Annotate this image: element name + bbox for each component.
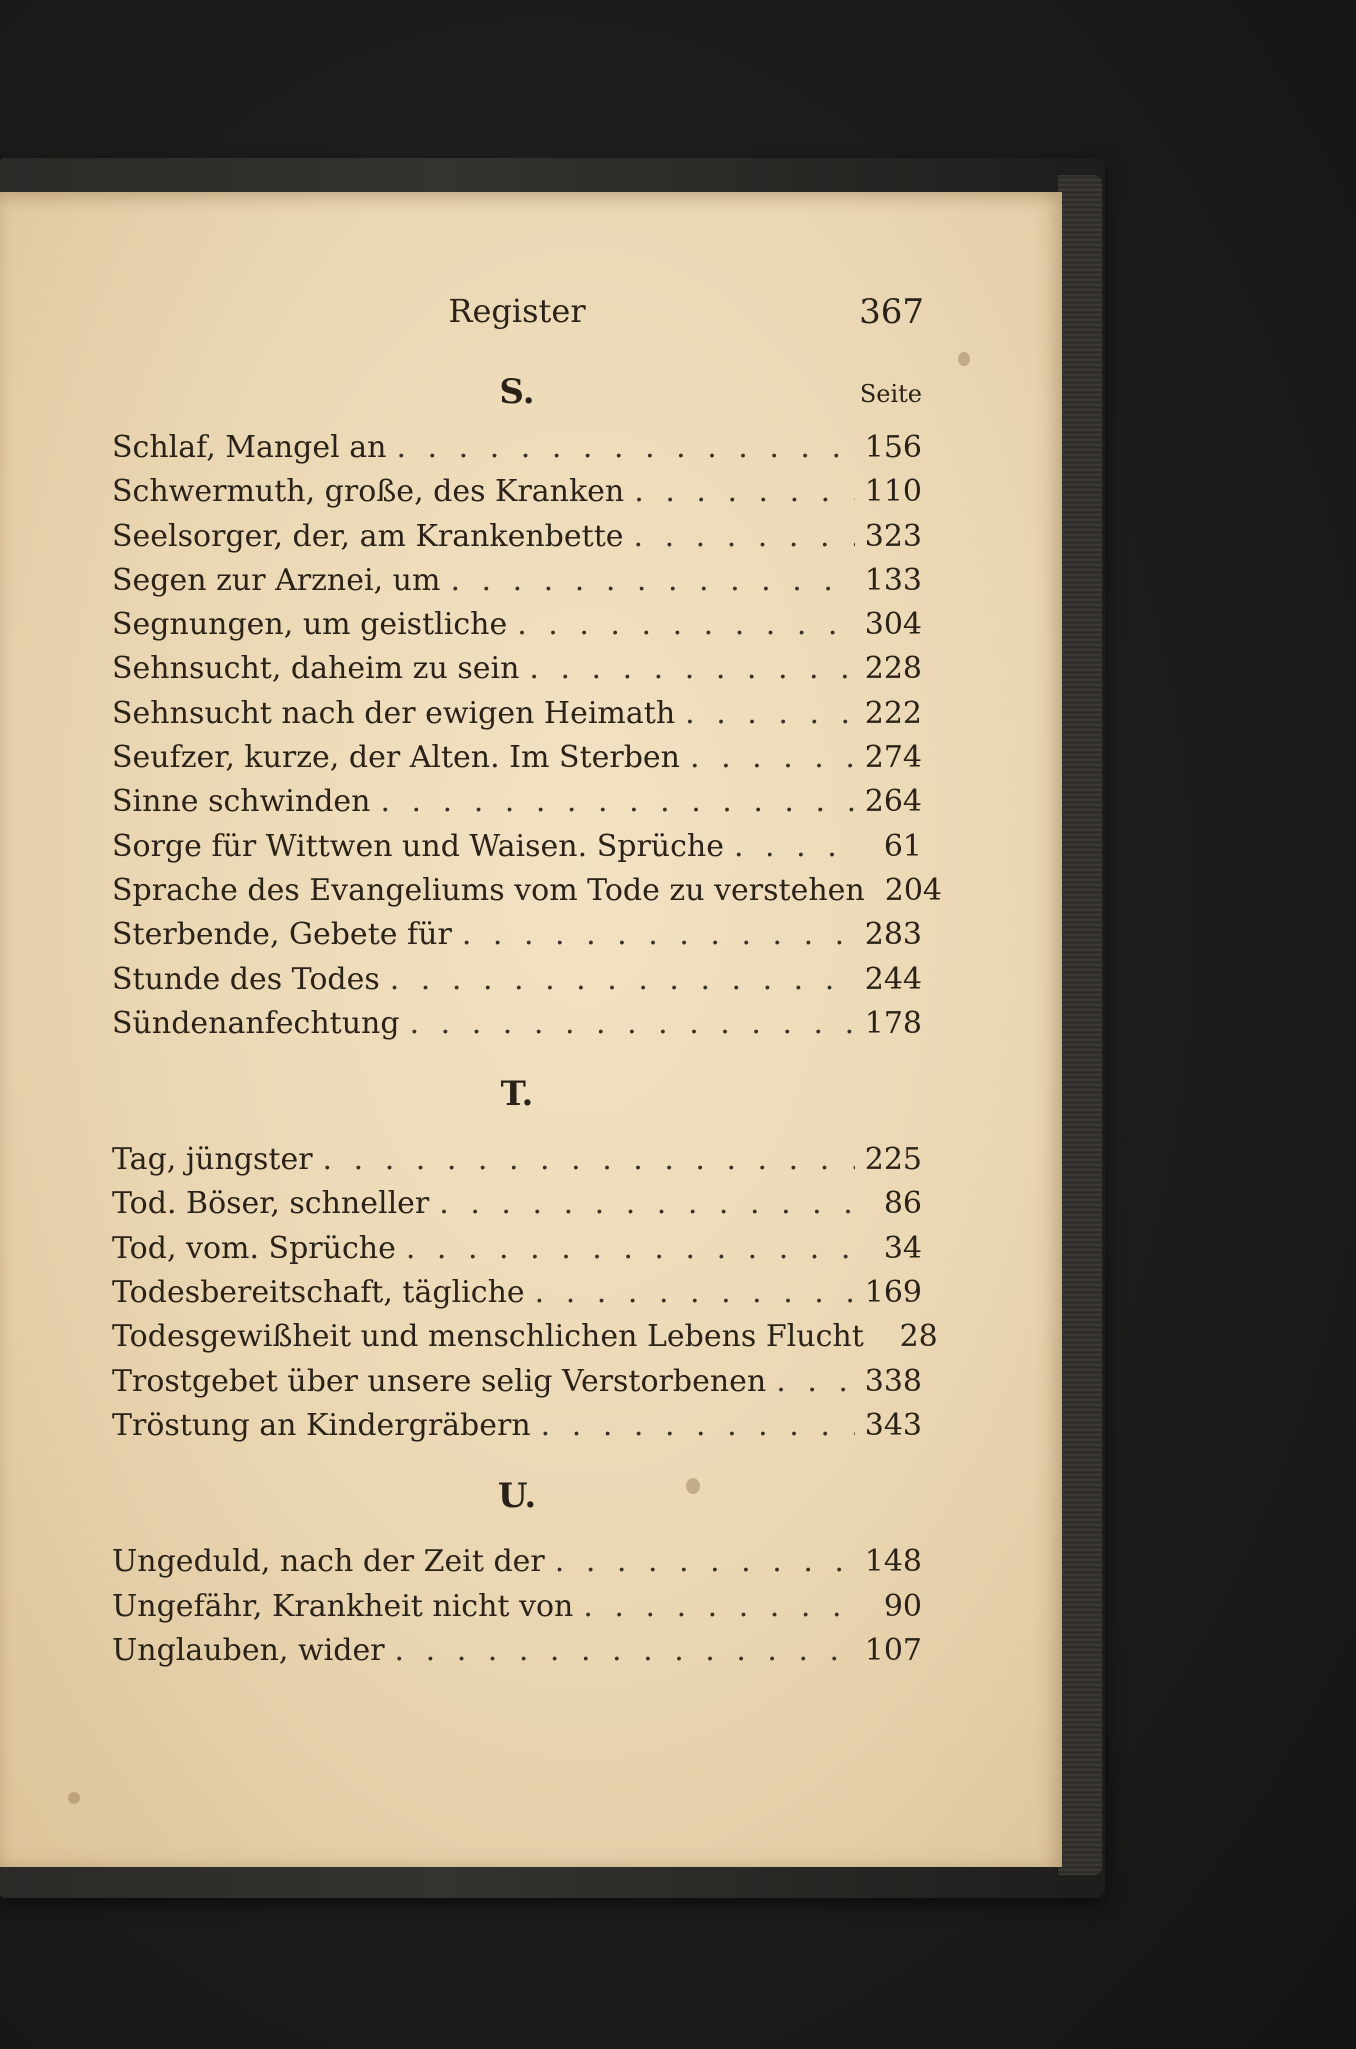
dot-leader (634, 470, 854, 514)
entry-page: 244 (864, 961, 922, 997)
dot-leader (541, 1404, 855, 1448)
dot-leader (583, 1585, 858, 1629)
entry-page: 264 (864, 784, 922, 820)
index-entry (112, 1315, 938, 1359)
dot-leader (529, 647, 854, 691)
entry-page: 225 (864, 1142, 922, 1178)
entry-text: Sehnsucht nach der ewigen Heimath (112, 695, 676, 731)
entry-page: 228 (864, 651, 922, 687)
entry-text: Unglauben, wider (112, 1632, 385, 1668)
entry-text: Sündenanfechtung (112, 1005, 400, 1041)
index-entry (112, 736, 922, 780)
entry-page: 323 (864, 518, 922, 554)
column-label-seite: Seite (859, 380, 922, 408)
entry-page: 222 (864, 695, 922, 731)
index-entry (112, 1540, 922, 1584)
entry-page: 156 (864, 430, 922, 465)
entry-text: Seelsorger, der, am Krankenbette (112, 518, 624, 554)
running-title: Register (448, 292, 586, 330)
entry-text: Segen zur Arznei, um (112, 562, 441, 598)
dot-leader (462, 913, 855, 957)
entry-page: 61 (883, 828, 922, 864)
entry-page: 204 (884, 872, 942, 908)
index-entry (112, 1629, 922, 1673)
dot-leader (517, 603, 855, 647)
index-entry (112, 603, 922, 647)
entry-page: 28 (899, 1319, 938, 1355)
entry-text: Tod, vom. Sprüche (112, 1230, 396, 1266)
index-entry (112, 1002, 922, 1046)
page-edges (1058, 175, 1102, 1875)
index-entry (112, 470, 922, 514)
index-entry (112, 1404, 922, 1448)
dot-leader (734, 825, 858, 869)
index-entry (112, 958, 922, 1002)
dot-leader (323, 1138, 855, 1182)
entry-text: Todesbereitschaft, tägliche (112, 1275, 525, 1311)
entry-text: Seufzer, kurze, der Alten. Im Sterben (112, 740, 680, 776)
index-list-s (112, 426, 942, 1046)
index-entry (112, 825, 922, 869)
entry-text: Schwermuth, große, des Kranken (112, 474, 625, 510)
dot-leader (395, 1629, 855, 1673)
dot-leader (406, 1227, 858, 1271)
dot-leader (439, 1182, 858, 1226)
entry-text: Sterbende, Gebete für (112, 917, 452, 953)
section-letter: U. (497, 1476, 537, 1517)
entry-page: 110 (864, 474, 922, 510)
entry-page: 107 (864, 1632, 922, 1668)
entry-text: Todesgewißheit und menschlichen Lebens Flucht (112, 1319, 864, 1355)
entry-text: Sprache des Evangeliums vom Tode zu verstehen (112, 872, 865, 908)
entry-page: 169 (864, 1275, 922, 1311)
entry-text: Trostgebet über unsere selig Verstorbenen (112, 1363, 767, 1399)
running-head (112, 292, 922, 352)
index-entry (112, 780, 922, 824)
entry-page: 283 (864, 917, 922, 953)
index-list-u (112, 1540, 922, 1673)
section-letter: T. (500, 1074, 534, 1115)
stain-mark (958, 352, 970, 366)
index-entry (112, 559, 922, 603)
entry-text: Ungeduld, nach der Zeit der (112, 1544, 545, 1580)
entry-page: 304 (864, 607, 922, 643)
entry-page: 34 (883, 1230, 922, 1266)
entry-text: Stunde des Todes (112, 961, 380, 997)
entry-page: 90 (883, 1588, 922, 1624)
index-entry (112, 647, 922, 691)
index-entry (112, 1271, 922, 1315)
index-list-t (112, 1138, 938, 1448)
section-letter: S. (499, 372, 535, 412)
page-content (112, 292, 942, 1673)
entry-text: Ungefähr, Krankheit nicht von (112, 1588, 574, 1624)
dot-leader (535, 1271, 855, 1315)
index-entry (112, 1585, 922, 1629)
index-entry (112, 426, 922, 470)
index-entry (112, 869, 942, 913)
section-header-s (112, 366, 922, 426)
stain-mark (68, 1792, 80, 1804)
dot-leader (396, 426, 854, 470)
entry-page: 274 (864, 740, 922, 776)
index-entry (112, 913, 922, 957)
entry-text: Schlaf, Mangel an (112, 430, 387, 465)
entry-page: 338 (864, 1363, 922, 1399)
book-page (0, 192, 1062, 1867)
dot-leader (685, 692, 855, 736)
index-entry (112, 1182, 922, 1226)
entry-page: 148 (864, 1544, 922, 1580)
dot-leader (555, 1540, 855, 1584)
dot-leader (776, 1360, 854, 1404)
entry-text: Tag, jüngster (112, 1142, 313, 1178)
index-entry (112, 1227, 922, 1271)
section-header-u (112, 1470, 922, 1540)
page-number: 367 (859, 292, 924, 332)
entry-text: Tröstung an Kindergräbern (112, 1407, 531, 1443)
index-entry (112, 692, 922, 736)
dot-leader (410, 1002, 855, 1046)
dot-leader (690, 736, 855, 780)
entry-page: 343 (864, 1407, 922, 1443)
entry-page: 133 (864, 562, 922, 598)
index-entry (112, 1138, 922, 1182)
section-header-t (112, 1068, 922, 1138)
index-entry (112, 515, 922, 559)
entry-text: Sehnsucht, daheim zu sein (112, 651, 520, 687)
dot-leader (380, 780, 854, 824)
entry-text: Sorge für Wittwen und Waisen. Sprüche (112, 828, 724, 864)
entry-page: 178 (864, 1005, 922, 1041)
entry-text: Segnungen, um geistliche (112, 607, 508, 643)
entry-text: Tod. Böser, schneller (112, 1186, 430, 1222)
entry-page: 86 (883, 1186, 922, 1222)
dot-leader (390, 958, 855, 1002)
dot-leader (450, 559, 854, 603)
dot-leader (634, 515, 855, 559)
index-entry (112, 1360, 922, 1404)
entry-text: Sinne schwinden (112, 784, 371, 820)
